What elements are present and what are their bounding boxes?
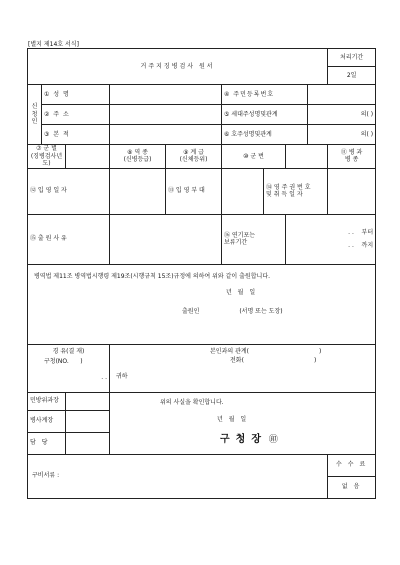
family-head-label: ⑥ 호주성명및관계 [222, 125, 308, 145]
resident-no-label: ④ 주민등록번호 [222, 85, 308, 105]
family-head-field[interactable]: 의( ) [308, 125, 376, 145]
processing-label: 처리기간 [328, 49, 376, 67]
applicant-label: 출원인 [182, 308, 200, 315]
branch-label: ⑦ 군 별 (징병검사년도) [28, 145, 66, 169]
form-title: 거주지징병검사 원서 [28, 49, 328, 85]
head-relation-field[interactable]: 의( ) [308, 105, 376, 125]
role-officer-sign[interactable] [66, 432, 110, 454]
to-label: 귀하 [116, 372, 128, 380]
role-military-affairs: 병사계장 [28, 410, 66, 432]
specialty-label: ⑪ 병 과 병 종 [328, 145, 376, 169]
confirm-date: 년 월 일 [217, 416, 249, 423]
arm-label: ⑩ 군 번 [222, 145, 286, 169]
branch-field[interactable] [66, 145, 110, 169]
role-military-affairs-sign[interactable] [66, 410, 110, 432]
domicile-field[interactable] [110, 125, 222, 145]
attachments-label: 구비서류 : [32, 472, 60, 480]
issuer: 구청장 [220, 433, 267, 445]
applicant-group-label: 신청인 [28, 85, 42, 145]
permanent-field[interactable] [328, 168, 376, 214]
domicile-label: ③ 본 적 [42, 125, 110, 145]
postpone-period-field[interactable]: . . 부터 . . 까지 [286, 214, 376, 264]
address-label: ② 주 소 [42, 105, 110, 125]
declaration-date: 년 월 일 [225, 288, 258, 296]
resident-no-field[interactable] [308, 85, 376, 105]
fee-label: 수 수 료 [328, 454, 376, 476]
guarantor-header: 경 유(결 재) [52, 347, 85, 355]
role-civil-defense: 민방위과장 [28, 392, 66, 410]
application-form [27, 48, 376, 499]
postpone-label: ⑯ 연기포는 보류기간 [222, 214, 286, 264]
entry-unit-field[interactable] [222, 168, 264, 214]
entry-date-field[interactable] [110, 168, 166, 214]
role-civil-defense-sign[interactable] [66, 392, 110, 410]
address-field[interactable] [110, 105, 222, 125]
fee-value: 없 음 [328, 476, 376, 498]
processing-value: 2일 [328, 67, 376, 85]
confirm-text: 위의 사실을 확인합니다. [160, 398, 224, 406]
guarantor-block: 경 유(결 재) 구청(NO. ) . . [28, 344, 110, 392]
relation-block: 본인과의 관계( ) 전화( ) 귀하 [110, 344, 376, 392]
head-relation-label: ⑤ 세대주성명및관계 [222, 105, 308, 125]
attachments-block [28, 454, 328, 498]
entry-unit-label: ⑬ 입 영 부 대 [166, 168, 222, 214]
signature-label[interactable]: (서명 또는 도장) [239, 308, 283, 315]
confirmation-block [110, 392, 376, 454]
declaration-block [28, 264, 376, 344]
form-number: [별지 제14호 서식] [28, 41, 79, 48]
arm-field[interactable] [286, 145, 328, 169]
declaration-text: 병역법 제11조 병역법시행령 제19조(시행규칙 15조)규정에 의하여 위와 같이 출원합니다. [34, 272, 271, 280]
reason-label: ⑮ 출 원 사 유 [28, 214, 110, 264]
reason-field[interactable] [110, 214, 222, 264]
service-type-label: ⑧ 역 종 (신병등급) [110, 145, 166, 169]
role-officer: 담 당 [28, 432, 66, 454]
permanent-label: ⑭ 영 주 권 번 호 및 취 득 일 자 [264, 168, 328, 214]
name-label: ① 성 명 [42, 85, 110, 105]
rank-label: ⑨ 계 급 (신체등위) [166, 145, 222, 169]
seal-icon: ㊞ [268, 434, 278, 445]
entry-date-label: ⑫ 입 영 일 자 [28, 168, 110, 214]
name-field[interactable] [110, 85, 222, 105]
